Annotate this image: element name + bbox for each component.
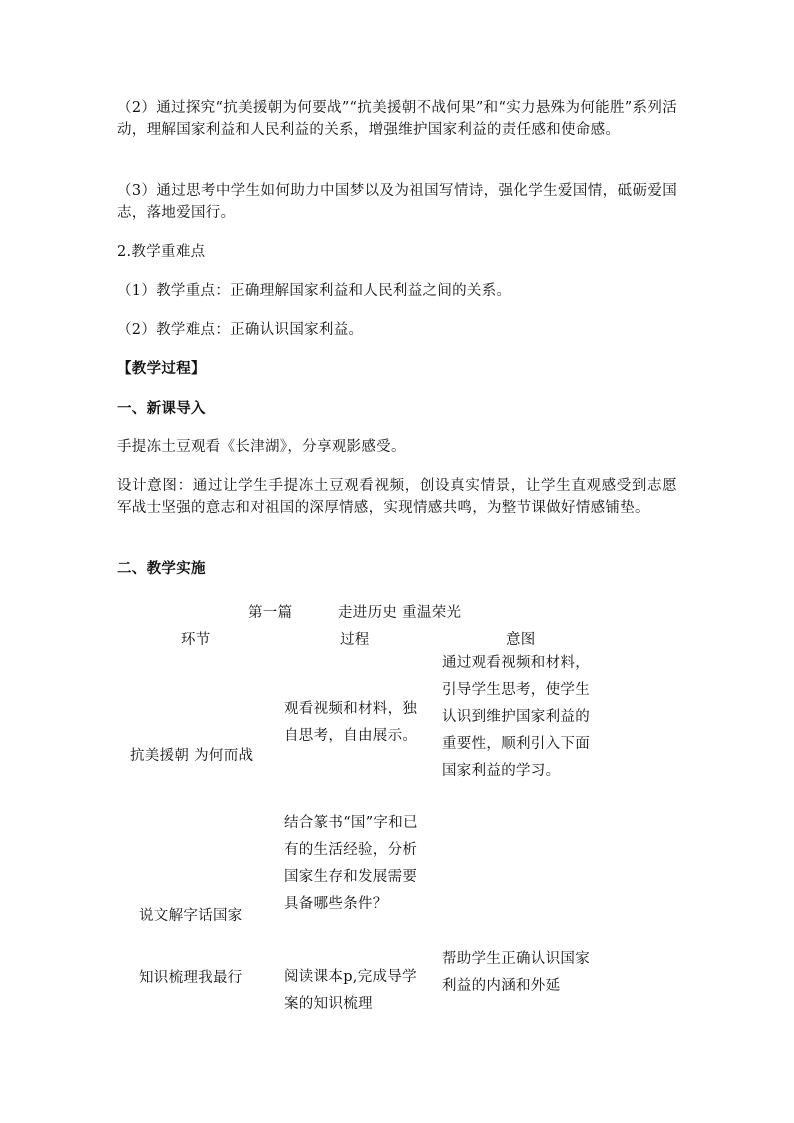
table-row-1-process: 观看视频和材料，独自思考，自由展示。: [284, 701, 418, 744]
objective-2: （2）通过探究“抗美援朝为何要战”“抗美援朝不战何果”和“实力悬殊为何能胜”系列活动，理解国家利益和人民利益的关系，增强维护国家利益的责任感和使命感。: [117, 100, 677, 138]
difficult-point: （2）教学难点：正确认识国家利益。: [117, 322, 364, 338]
table-header-stage: 环节: [181, 632, 211, 648]
heading-teaching-process: 【教学过程】: [117, 360, 206, 377]
table-row-1-stage: 抗美援朝 为何而战: [130, 748, 254, 764]
heading-teaching-implementation: 二、教学实施: [117, 560, 206, 577]
intro-activity: 手提冻土豆观看《长津湖》，分享观影感受。: [117, 439, 406, 455]
table-row-2-process: 结合篆书“国”字和已有的生活经验，分析国家生存和发展需要具备哪些条件？: [284, 815, 418, 912]
key-point: （1）教学重点：正确理解国家利益和人民利益之间的关系。: [117, 283, 512, 299]
design-intent: 设计意图：通过让学生手提冻土豆观看视频，创设真实情景，让学生直观感受到志愿军战士坚强的意志和对祖国的深厚情感，实现情感共鸣，为整节课做好情感铺垫。: [117, 478, 677, 516]
table-row-3-process: 阅读课本p,完成导学案的知识梳理: [284, 969, 417, 1012]
table-row-3-intent: 帮助学生正确认识国家利益的内涵和外延: [442, 951, 590, 994]
table-row-2-stage: 说文解字话国家: [139, 908, 243, 924]
table-header-intent: 意图: [506, 632, 536, 648]
table-row-1-intent: 通过观看视频和材料，引导学生思考，使学生认识到维护国家利益的重要性，顺利引入下面国家利益的学习。: [442, 655, 590, 779]
table-header-process: 过程: [340, 632, 370, 648]
table-caption-part: 第一篇: [248, 605, 293, 621]
table-row-3-stage: 知识梳理我最行: [139, 970, 243, 986]
heading-new-lesson-intro: 一、新课导入: [117, 400, 206, 417]
table-caption-title: 走进历史 重温荣光: [338, 605, 462, 621]
heading-key-points: 2.教学重难点: [117, 244, 206, 260]
objective-3: （3）通过思考中学生如何助力中国梦以及为祖国写情诗，强化学生爱国情，砥砺爱国志，落地爱国行。: [117, 183, 677, 221]
